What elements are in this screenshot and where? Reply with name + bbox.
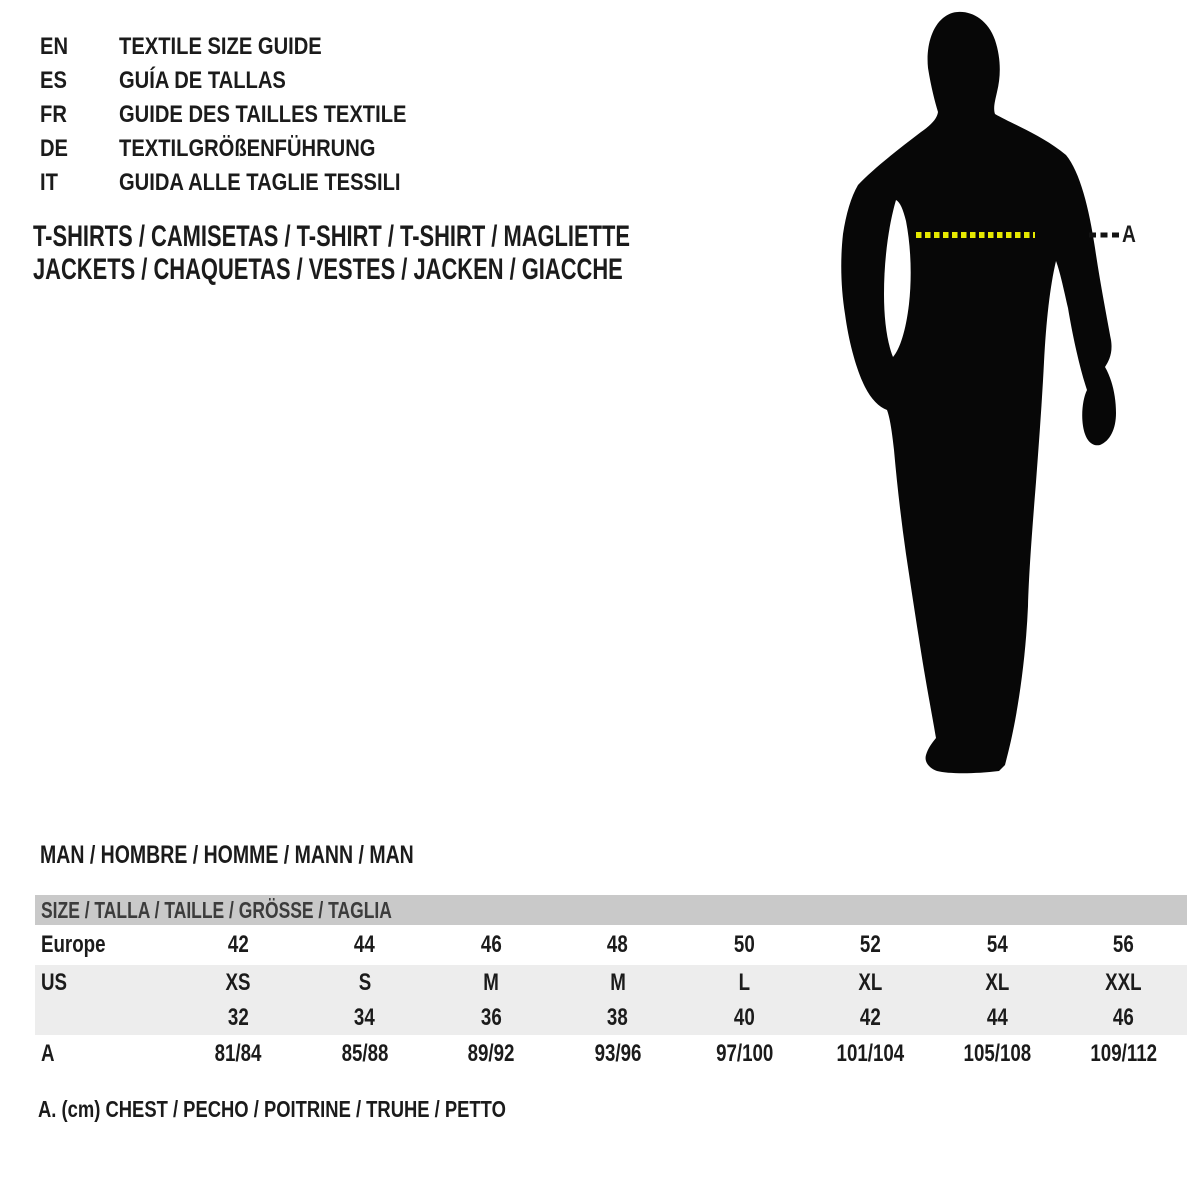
product-categories: [33, 220, 851, 286]
size-value: M: [483, 969, 500, 996]
language-row: [40, 132, 461, 166]
size-value: 56: [1113, 931, 1135, 958]
size-value: XS: [225, 969, 251, 996]
measurement-a-label: A: [1122, 221, 1136, 248]
size-value: XL: [985, 969, 1010, 996]
size-value: 85/88: [341, 1040, 389, 1067]
language-row: [40, 30, 461, 64]
size-value: 44: [354, 931, 376, 958]
size-value: XL: [858, 969, 883, 996]
size-value: 48: [607, 931, 629, 958]
row-label: [35, 1000, 175, 1035]
size-value: 93/96: [594, 1040, 642, 1067]
language-code: ES: [40, 67, 67, 94]
size-value: S: [358, 969, 371, 996]
language-list: [40, 30, 461, 200]
size-value: 50: [733, 931, 755, 958]
category-jackets: JACKETS / CHAQUETAS / VESTES / JACKEN / GIACCHE: [33, 253, 623, 286]
size-value: 81/84: [214, 1040, 262, 1067]
language-code: EN: [40, 33, 69, 60]
table-row-us: [35, 965, 1187, 1000]
size-value: 46: [480, 931, 502, 958]
size-value: 38: [607, 1004, 629, 1031]
size-value: XXL: [1105, 969, 1142, 996]
size-value: 52: [860, 931, 882, 958]
table-row-europe: [35, 927, 1187, 963]
size-value: 54: [986, 931, 1008, 958]
row-label: A: [41, 1040, 55, 1067]
size-value: L: [738, 969, 750, 996]
language-row: [40, 64, 461, 98]
size-value: 40: [733, 1004, 755, 1031]
size-value: 89/92: [467, 1040, 515, 1067]
size-value: 109/112: [1090, 1040, 1158, 1067]
category-tshirts: T-SHIRTS / CAMISETAS / T-SHIRT / T-SHIRT / MAGLIETTE: [33, 220, 630, 253]
row-label: US: [41, 969, 68, 996]
size-value: M: [609, 969, 626, 996]
language-row: [40, 98, 461, 132]
language-row: [40, 166, 461, 200]
size-table: [35, 895, 1187, 1070]
guide-title: GUIDE DES TAILLES TEXTILE: [119, 101, 407, 128]
size-table-header: SIZE / TALLA / TAILLE / GRÖSSE / TAGLIA: [35, 895, 1187, 925]
row-label: Europe: [41, 931, 106, 958]
language-code: FR: [40, 101, 67, 128]
size-value: 36: [480, 1004, 502, 1031]
guide-title: TEXTILGRÖßENFÜHRUNG: [119, 135, 376, 162]
table-row-chest: [35, 1037, 1187, 1070]
size-value: 42: [860, 1004, 882, 1031]
size-value: 46: [1113, 1004, 1135, 1031]
size-value: 105/108: [963, 1040, 1032, 1067]
measurement-footnote: A. (cm) CHEST / PECHO / POITRINE / TRUHE / PETTO: [38, 1096, 506, 1122]
guide-title: TEXTILE SIZE GUIDE: [119, 33, 322, 60]
table-row-numeric: [35, 1000, 1187, 1035]
size-value: 101/104: [836, 1040, 905, 1067]
language-code: DE: [40, 135, 69, 162]
guide-title: GUIDA ALLE TAGLIE TESSILI: [119, 169, 401, 196]
size-value: 32: [227, 1004, 249, 1031]
man-silhouette: [820, 0, 1150, 790]
section-heading-man: MAN / HOMBRE / HOMME / MANN / MAN: [40, 841, 414, 869]
size-value: 34: [354, 1004, 376, 1031]
size-value: 97/100: [715, 1040, 773, 1067]
man-silhouette-shape: [841, 12, 1116, 773]
size-value: 42: [227, 931, 249, 958]
guide-title: GUÍA DE TALLAS: [119, 67, 286, 94]
size-value: 44: [986, 1004, 1008, 1031]
language-code: IT: [40, 169, 58, 196]
